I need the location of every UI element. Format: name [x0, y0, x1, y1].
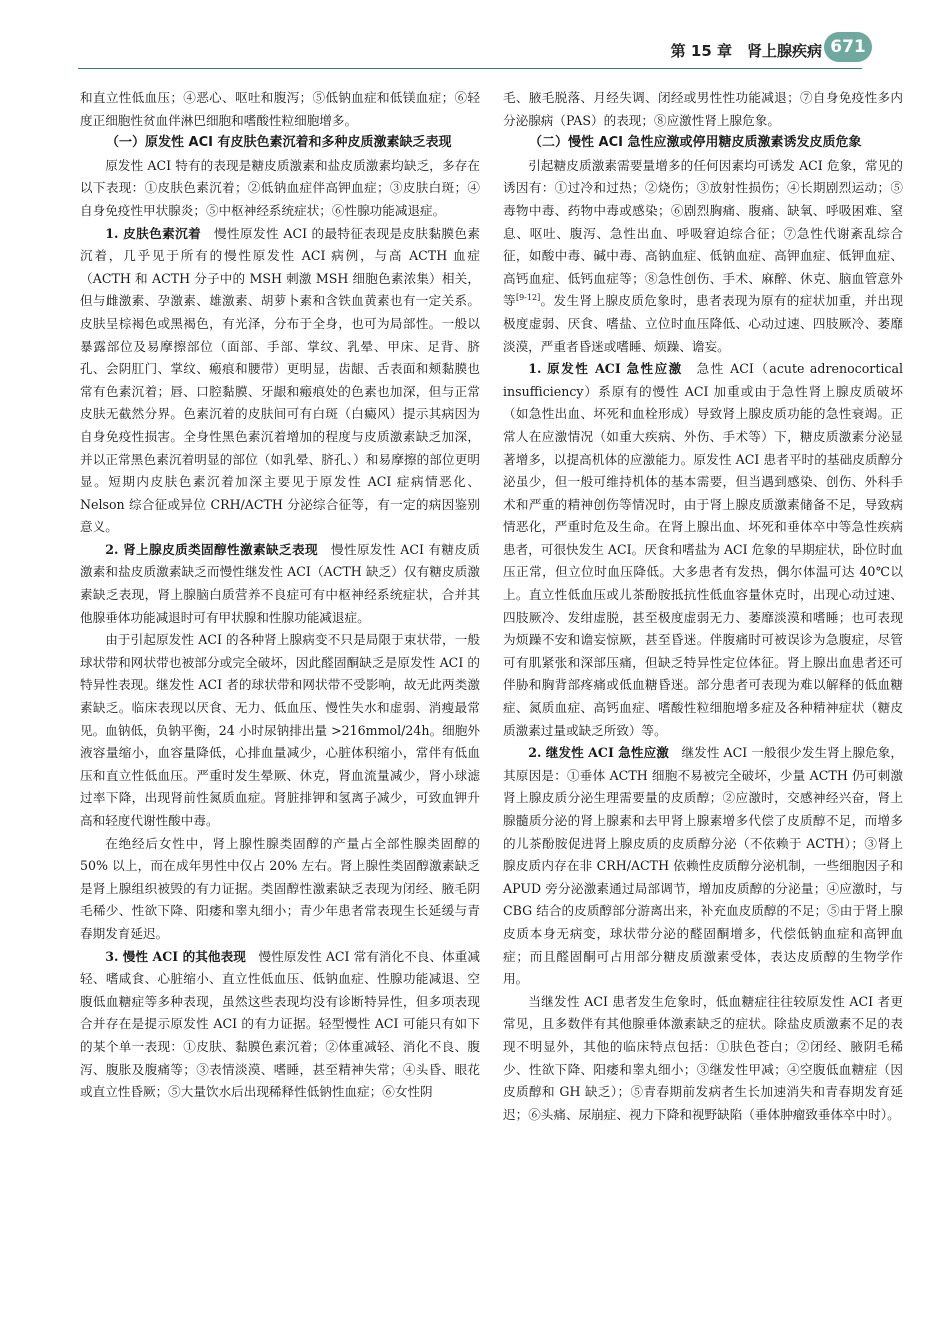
right-column [503, 87, 903, 1126]
paragraph [503, 742, 903, 991]
paragraph [503, 358, 903, 742]
paragraph-text: 急性 ACI（acute adrenocortical insufficiency）系原有的慢性 ACI 加重或由于急性肾上腺皮质破坏（如急性出血、坏死和血栓形成）导致肾上腺皮质功能的急性衰竭。正常人在应激情况（如重大疾病、外伤、手术等）下，糖皮质激素分泌显著增多，以提高机体的应激能力。原发性 ACI 患者平时的基础皮质醇分泌虽少，但一般可维持机体的基本需要，但当遇到感染、创伤、外科手术和严重的精神创伤等情况时，由于肾上腺皮质激素储备不足，导致病情恶化，严重时危及生命。在肾上腺出血、坏死和垂体卒中等急性疾病患者，可很快发生 ACI。厌食和嗜盐为 ACI 危象的早期症状，卧位时血压正常，但立位时血压降低。大多患者有发热，偶尔体温可达 40℃以上。直立性低血压或儿茶酚胺抵抗性低血容量休克时，出现心动过速、四肢厥冷、发绀虚脱，甚至极度虚弱无力、萎靡淡漠和嗜睡；也可表现为烦躁不安和谵妄惊厥，甚至昏迷。伴腹痛时可被误诊为急腹症，尽管可有肌紧张和深部压痛，但缺乏特异性定位体征。肾上腺出血患者还可伴胁和胸背部疼痛或低血糖昏迷。部分患者可表现为难以解释的低血糖症、氮质血症、高钙血症、嗜酸性粒细胞增多症及各种精神症状（糖皮质激素过量或缺乏所致）等。 [503, 361, 903, 738]
subsection-heading: 3. 慢性 ACI 的其他表现 [105, 948, 246, 964]
paragraph-text: 慢性原发性 ACI 常有消化不良、体重减轻、嗜咸食、心脏缩小、直立性低血压、低钠血症、性腺功能减退、空腹低血糖症等多种表现，虽然这些表现均没有诊断特异性，但多项表现合并存在是提示原发性 ACI 的有力证据。轻型慢性 ACI 可能只有如下的某个单一表现：①皮肤、黏膜色素沉着；②体重减轻、消化不良、腹泻、腹胀及腹痛等；③表情淡漠、嗜睡，甚至精神失常；④头昏、眼花或直立性昏厥；⑤大量饮水后出现稀释性低钠性血症；⑥女性阴 [80, 948, 480, 1100]
subsection-heading: 1. 皮肤色素沉着 [105, 225, 202, 241]
paragraph [80, 946, 480, 1104]
paragraph: 当继发性 ACI 患者发生危象时，低血糖症往往较原发性 ACI 者更常见，且多数伴有其他腺垂体激素缺乏的症状。除盐皮质激素不足的表现不明显外，其他的临床特点包括：①肤色苍白；②闭经、腋阴毛稀少、性欲下降、阳痿和睾丸细小；③继发性甲减；④空腹低血糖症（因皮质醇和 GH 缺乏）；⑤青春期前发病者生长加速消失和青春期发育延迟；⑥头痛、尿崩症、视力下降和视野缺陷（垂体肿瘤致垂体卒中时）。 [503, 993, 903, 1122]
header-rule [78, 68, 862, 69]
subsection-heading: 2. 肾上腺皮质类固醇性激素缺乏表现 [105, 541, 318, 557]
paragraph-text: 慢性原发性 ACI 的最特征表现是皮肤黏膜色素沉着，几乎见于所有的慢性原发性 ACI 病例，与高 ACTH 血症（ACTH 和 ACTH 分子中的 MSH 刺激 MSH 细胞色素浓集）相关，但与雌激素、孕激素、雄激素、胡萝卜素和含铁血黄素也有一定关系。皮肤呈棕褐色或黑褐色，有光泽，分布于全身，也可为局部性。一般以暴露部位及易摩擦部位（面部、手部、掌纹、乳晕、甲床、足背、脐孔、会阴肛门、掌纹、瘢痕和腰带）更明显，齿龈、舌表面和颊黏膜也常有色素沉着；唇、口腔黏膜、牙龈和瘢痕处的色素也加深，但与正常皮肤无截然分界。色素沉着的皮肤间可有白斑（白癜风）提示其病因为自身免疫性损害。全身性黑色素沉着增加的程度与皮质激素缺乏加深，并以正常黑色素沉着明显的部位（如乳晕、脐孔、）和易摩擦的部位更明显。短期内皮肤色素沉着加深主要见于原发性 ACI 症病情恶化、Nelson 综合征或异位 CRH/ACTH 分泌综合征等，有一定的病因鉴别意义。 [80, 225, 480, 535]
section-heading: （一）原发性 ACI 有皮肤色素沉着和多种皮质激素缺乏表现 [106, 135, 452, 151]
paragraph-text: 继发性 ACI 一般很少发生肾上腺危象，其原因是：①垂体 ACTH 细胞不易被完全破坏，少量 ACTH 仍可刺激肾上腺皮质分泌生理需要量的皮质醇；②应激时，交感神经兴奋，肾上腺髓质分泌的肾上腺素和去甲肾上腺素增多代偿了皮质醇不足，而增多的儿茶酚胺促进肾上腺皮质的皮质醇分泌（不依赖于 ACTH）；③肾上腺皮质内存在非 CRH/ACTH 依赖性皮质醇分泌机制，一些细胞因子和 APUD 旁分泌激素通过局部调节，增加皮质醇的分泌量；④应激时，与 CBG 结合的皮质醇部分游离出来，补充血皮质醇的不足；⑤由于肾上腺皮质本身无病变，球状带分泌的醛固酮增多，代偿低钠血症和高钾血症；而且醛固酮可占用部分糖皮质激素受体，表达皮质醇的生物学作用。 [503, 745, 903, 987]
paragraph [80, 539, 480, 629]
paragraph-text: 慢性原发性 ACI 有糖皮质激素和盐皮质激素缺乏而慢性继发性 ACI（ACTH 缺乏）仅有糖皮质激素缺乏表现，肾上腺脑白质营养不良症可有中枢神经系统症状，合并其他腺垂体功能减退时可有甲状腺和性腺功能减退症。 [80, 541, 480, 625]
left-column [80, 87, 480, 1104]
section-heading: （二）慢性 ACI 急性应激或停用糖皮质激素诱发皮质危象 [529, 135, 862, 151]
citation: [9-12] [515, 293, 541, 303]
paragraph [80, 223, 480, 539]
paragraph: 原发性 ACI 特有的表现是糖皮质激素和盐皮质激素均缺乏，多存在以下表现：①皮肤色素沉着；②低钠血症伴高钾血症；③皮肤白斑；④自身免疫性甲状腺炎；⑤中枢神经系统症状；⑥性腺功能减退症。 [80, 157, 480, 218]
paragraph: 毛、腋毛脱落、月经失调、闭经或男性性功能减退；⑦自身免疫性多内分泌腺病（PAS）的表现；⑧应激性肾上腺危象。 [503, 90, 903, 128]
paragraph: 由于引起原发性 ACI 的各种肾上腺病变不只是局限于束状带，一般球状带和网状带也被部分或完全破坏，因此醛固酮缺乏是原发性 ACI 的特异性表现。继发性 ACI 者的球状带和网状带不受影响，故无此两类激素缺乏。临床表现以厌食、无力、低血压、慢性失水和虚弱、消瘦最常见。血钠低，负钠平衡，24 小时尿钠排出量 >216mmol/24h。细胞外液容量缩小，血容量降低，心排血量减少，心脏体积缩小，常伴有低血压和直立性低血压。严重时发生晕厥、休克，肾血流量减少，肾小球滤过率下降，出现肾前性氮质血症。肾脏排钾和氢离子减少，可致血钾升高和轻度代谢性酸中毒。 [80, 632, 480, 828]
paragraph-text: 引起糖皮质激素需要量增多的任何因素均可诱发 ACI 危象，常见的诱因有：①过冷和过热；②烧伤；③放射性损伤；④长期剧烈运动；⑤毒物中毒、药物中毒或感染；⑥剧烈胸痛、腹痛、缺氧、呼吸困难、窒息、呕吐、腹泻、急性出血、呼吸窘迫综合征；⑦急性代谢紊乱综合征，如酸中毒、碱中毒、高钠血症、低钠血症、高钾血症、低钾血症、高钙血症、低钙血症等；⑧急性创伤、手术、麻醉、休克、脑血管意外等 [503, 157, 903, 309]
paragraph: 和直立性低血压；④恶心、呕吐和腹泻；⑤低钠血症和低镁血症；⑥轻度正细胞性贫血伴淋巴细胞和嗜酸性粒细胞增多。 [80, 90, 480, 128]
running-header [0, 28, 950, 72]
page-number-badge: 671 [824, 32, 872, 62]
subsection-heading: 1. 原发性 ACI 急性应激 [528, 361, 683, 377]
subsection-heading: 2. 继发性 ACI 急性应激 [528, 745, 669, 761]
paragraph-text: 。发生肾上腺皮质危象时，患者表现为原有的症状加重，并出现极度虚弱、厌食、嗜盐、立位时血压降低、心动过速、四肢厥冷、萎靡淡漠，严重者昏迷或嗜睡、烦躁、谵妄。 [503, 293, 904, 354]
chapter-title: 第 15 章 肾上腺疾病 [663, 40, 830, 61]
paragraph: 在绝经后女性中，肾上腺性腺类固醇的产量占全部性腺类固醇的 50% 以上，而在成年男性中仅占 20% 左右。肾上腺性类固醇激素缺乏是肾上腺组织被毁的有力证据。类固醇性激素缺乏表现为闭经、腋毛阴毛稀少、性欲下降、阳痿和睾丸细小；青少年患者常表现生长延缓与青春期发育延迟。 [80, 835, 480, 941]
paragraph [503, 155, 903, 358]
